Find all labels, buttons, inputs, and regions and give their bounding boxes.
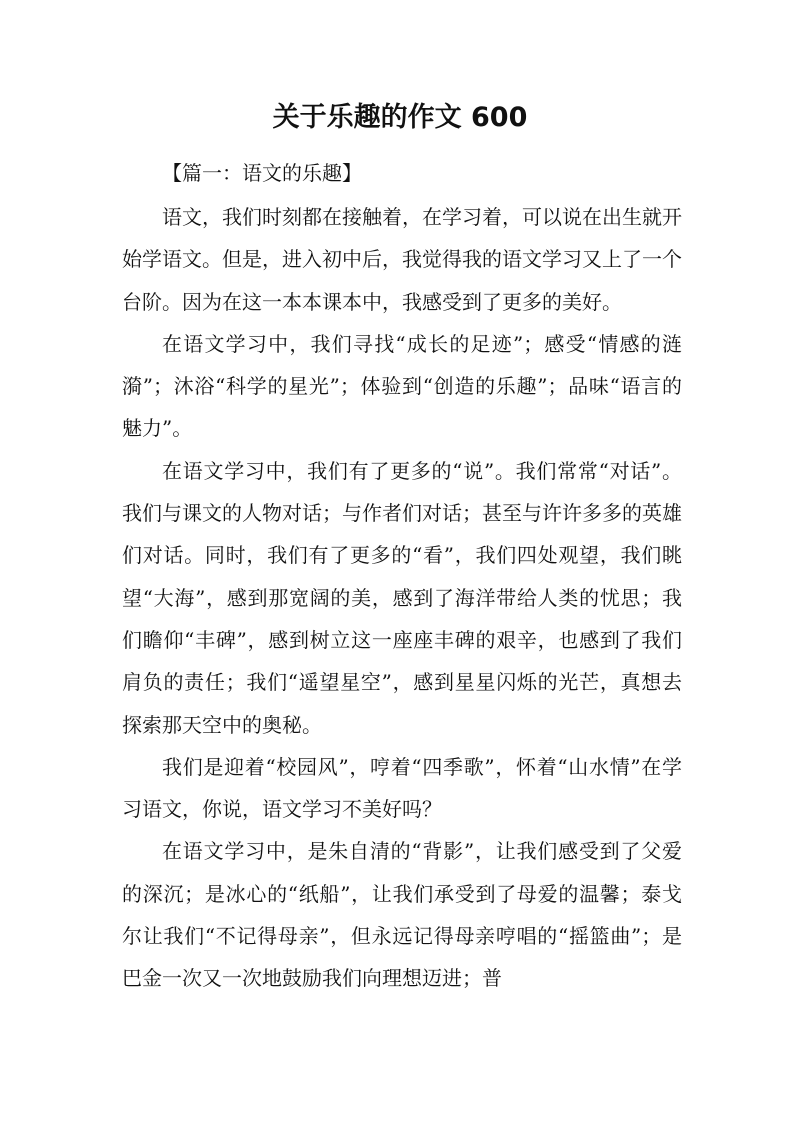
paragraph-1: 语文，我们时刻都在接触着，在学习着，可以说在出生就开始学语文。但是，进入初中后，我觉得我的语文学习又上了一个台阶。因为在这一本本课本中，我感受到了更多的美好。: [122, 205, 682, 314]
paragraph-2: 在语文学习中，我们寻找“成长的足迹”；感受“情感的涟漪”；沐浴“科学的星光”；体验到“创造的乐趣”；品味“语言的魅力”。: [122, 331, 682, 441]
section-heading: 【篇一：语文的乐趣】: [162, 161, 362, 185]
paragraph-4: 我们是迎着“校园风”，哼着“四季歌”，怀着“山水情”在学习语文，你说，语文学习不美好吗？: [122, 754, 682, 822]
document-title: 关于乐趣的作文 600: [272, 102, 528, 133]
paragraph-3: 在语文学习中，我们有了更多的“说”。我们常常“对话”。我们与课文的人物对话；与作者们对话；甚至与许许多多的英雄们对话。同时，我们有了更多的“看”，我们四处观望，我们眺望“大海”，感到那宽阔的美，感到了海洋带给人类的忧思；我们瞻仰“丰碑”，感到树立这一座座丰碑的艰辛，也感到了我们肩负的责任；我们“遥望星空”，感到星星闪烁的光芒，真想去探索那天空中的奥秘。: [122, 458, 682, 737]
paragraph-5: 在语文学习中，是朱自清的“背影”，让我们感受到了父爱的深沉；是冰心的“纸船”，让我们承受到了母爱的温馨；泰戈尔让我们“不记得母亲”，但永远记得母亲哼唱的“摇篮曲”；是巴金一次又一次地鼓励我们向理想迈进；普: [122, 839, 682, 991]
document-body: [122, 196, 682, 1000]
